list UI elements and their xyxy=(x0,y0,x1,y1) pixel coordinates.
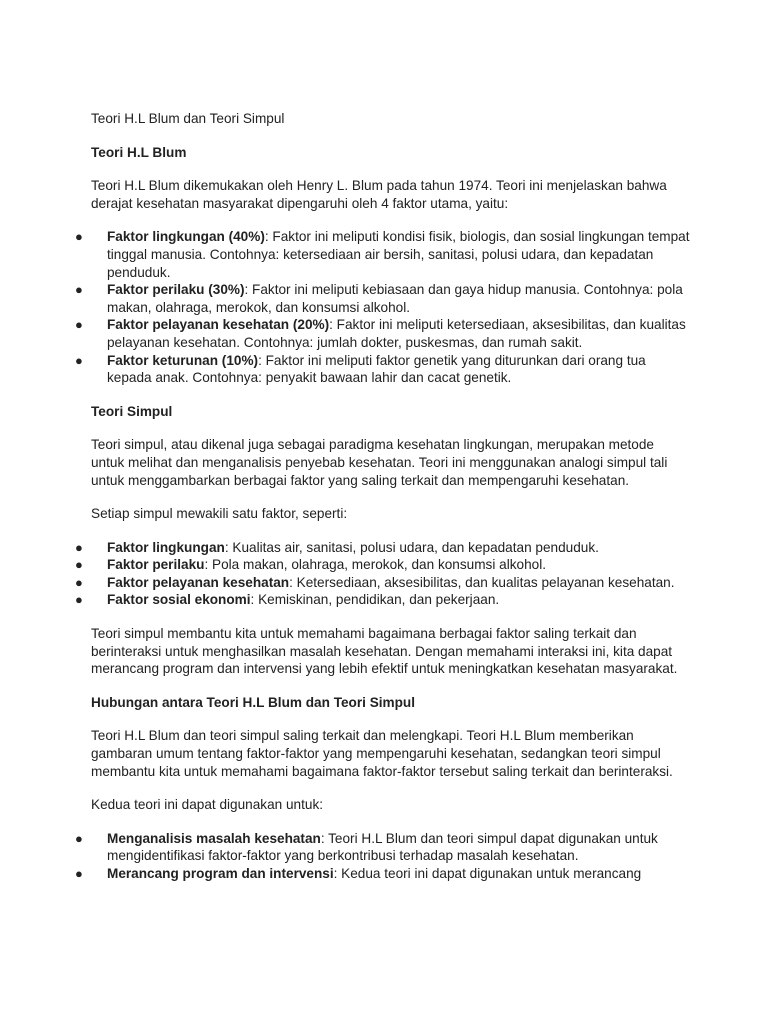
list-item xyxy=(75,556,691,574)
list-item-term: Faktor perilaku (30%) xyxy=(107,282,245,298)
document-title: Teori H.L Blum dan Teori Simpul xyxy=(91,111,285,126)
usage-list xyxy=(75,830,691,883)
list-item xyxy=(75,316,691,351)
list-item-text: : Pola makan, olahraga, merokok, dan konsumsi alkohol. xyxy=(204,557,546,573)
section-lead-hubungan: Kedua teori ini dapat digunakan untuk: xyxy=(91,797,324,813)
bullet-icon: ● xyxy=(75,830,83,846)
list-item xyxy=(75,865,691,883)
list-item-text: : Faktor ini meliputi kebiasaan dan gaya hidup manusia. Contohnya: pola makan, olahraga, merokok, dan konsumsi alkohol. xyxy=(107,282,683,315)
list-item xyxy=(75,591,691,609)
list-item xyxy=(75,574,691,592)
simpul-factor-list xyxy=(75,539,691,609)
section-outro-simpul: Teori simpul membantu kita untuk memahami bagaimana berbagai faktor saling terkait dan berinteraksi untuk menghasilkan masalah kesehatan. Dengan memahami interaksi ini, kita dapat merancang program dan intervensi yang lebih efektif untuk meningkatkan kesehatan masyarakat. xyxy=(91,626,678,677)
list-item-text: : Kualitas air, sanitasi, polusi udara, dan kepadatan penduduk. xyxy=(224,539,599,555)
section-intro-blum: Teori H.L Blum dikemukakan oleh Henry L. Blum pada tahun 1974. Teori ini menjelaskan bahwa derajat kesehatan masyarakat dipengaruhi oleh 4 faktor utama, yaitu: xyxy=(91,178,667,211)
list-item xyxy=(75,830,691,865)
list-item xyxy=(75,228,691,281)
list-item-term: Faktor lingkungan (40%) xyxy=(107,229,265,245)
list-item-text: : Kedua teori ini dapat digunakan untuk merancang xyxy=(333,866,642,881)
list-item-term: Faktor keturunan (10%) xyxy=(107,352,259,368)
list-item-text: : Ketersediaan, aksesibilitas, dan kualitas pelayanan kesehatan. xyxy=(289,574,675,590)
section-lead-simpul: Setiap simpul mewakili satu faktor, seperti: xyxy=(91,506,348,522)
list-item xyxy=(75,352,691,387)
bullet-icon: ● xyxy=(75,282,83,298)
bullet-icon: ● xyxy=(75,557,83,573)
list-item-term: Faktor pelayanan kesehatan xyxy=(107,574,290,590)
section-heading-hubungan: Hubungan antara Teori H.L Blum dan Teori Simpul xyxy=(91,694,416,710)
bullet-icon: ● xyxy=(75,229,83,245)
bullet-icon: ● xyxy=(75,317,83,333)
section-intro-simpul: Teori simpul, atau dikenal juga sebagai paradigma kesehatan lingkungan, merupakan metode untuk melihat dan menganalisis penyebab kesehatan. Teori ini menggunakan analogi simpul tali untuk menggambarkan berbagai faktor yang saling terkait dan mempengaruhi kesehatan. xyxy=(91,437,668,488)
bullet-icon: ● xyxy=(75,592,83,608)
list-item-term: Merancang program dan intervensi xyxy=(107,866,334,881)
bullet-icon: ● xyxy=(75,539,83,555)
list-item-term: Faktor perilaku xyxy=(107,557,205,573)
section-intro-hubungan: Teori H.L Blum dan teori simpul saling terkait dan melengkapi. Teori H.L Blum memberikan gambaran umum tentang faktor-faktor yang mempengaruhi kesehatan, sedangkan teori simpul membantu kita untuk memahami bagaimana faktor-faktor tersebut saling terkait dan berinteraksi. xyxy=(91,728,673,779)
list-item xyxy=(75,539,691,557)
list-item-term: Faktor pelayanan kesehatan (20%) xyxy=(107,317,330,333)
list-item-text: : Faktor ini meliputi ketersediaan, aksesibilitas, dan kualitas pelayanan kesehatan. Contohnya: jumlah dokter, puskesmas, dan rumah sakit. xyxy=(107,317,686,350)
blum-factor-list xyxy=(75,228,691,386)
list-item-text: : Kemiskinan, pendidikan, dan pekerjaan. xyxy=(250,592,500,608)
list-item-text: : Faktor ini meliputi kondisi fisik, biologis, dan sosial lingkungan tempat tinggal manusia. Contohnya: ketersediaan air bersih, sanitasi, polusi udara, dan kepadatan penduduk. xyxy=(107,229,690,280)
section-heading-blum: Teori H.L Blum xyxy=(91,144,187,160)
bullet-icon: ● xyxy=(75,866,83,881)
list-item-term: Faktor sosial ekonomi xyxy=(107,592,251,608)
list-item-text: : Teori H.L Blum dan teori simpul dapat digunakan untuk mengidentifikasi faktor-faktor yang berkontribusi terhadap masalah kesehatan. xyxy=(107,830,658,864)
list-item-term: Faktor lingkungan xyxy=(107,539,225,555)
bullet-icon: ● xyxy=(75,352,83,368)
list-item-text: : Faktor ini meliputi faktor genetik yang diturunkan dari orang tua kepada anak. Contohnya: penyakit bawaan lahir dan cacat genetik. xyxy=(107,352,646,386)
list-item xyxy=(75,281,691,316)
document-page xyxy=(75,110,691,899)
list-item-term: Menganalisis masalah kesehatan xyxy=(107,830,321,846)
section-heading-simpul: Teori Simpul xyxy=(91,403,173,419)
bullet-icon: ● xyxy=(75,574,83,590)
